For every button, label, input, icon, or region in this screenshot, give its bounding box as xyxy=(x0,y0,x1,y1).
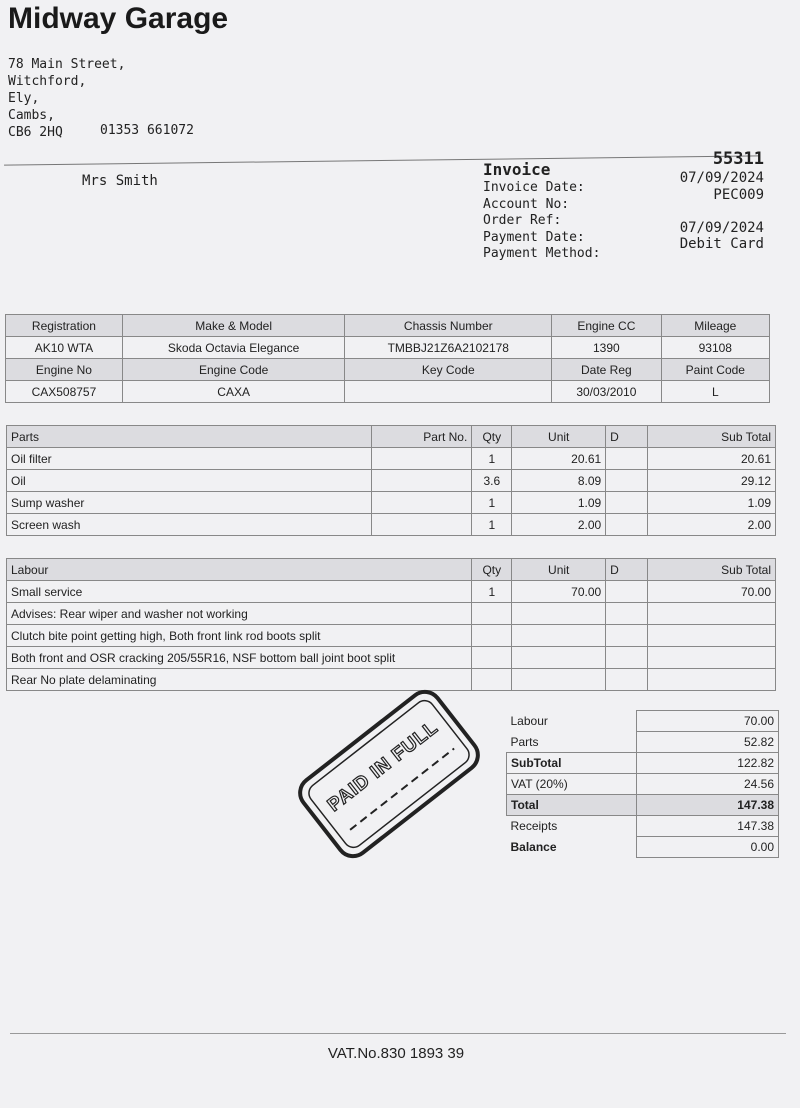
part-description: Oil filter xyxy=(7,448,372,470)
parts-header-row xyxy=(7,426,776,448)
address-line: Ely, xyxy=(8,91,40,106)
invoice-number: 55311 xyxy=(712,149,764,169)
stamp-text: PAID IN FULL xyxy=(323,716,443,817)
labour-qty xyxy=(472,603,512,625)
engine-cc-value: 1390 xyxy=(552,337,661,359)
vehicle-header: Registration xyxy=(6,315,123,337)
part-unit: 20.61 xyxy=(512,448,606,470)
labour-unit xyxy=(512,669,606,691)
labour-discount xyxy=(606,581,648,603)
vehicle-header: Chassis Number xyxy=(345,315,552,337)
part-number xyxy=(372,448,472,470)
address-line: Cambs, xyxy=(8,108,55,123)
labour-header: Qty xyxy=(472,559,512,581)
balance-value: 0.00 xyxy=(636,837,778,858)
vehicle-value-row xyxy=(6,337,770,359)
balance-label: Balance xyxy=(507,837,637,858)
part-description: Screen wash xyxy=(7,514,372,536)
paid-in-full-stamp xyxy=(287,678,491,870)
totals-row xyxy=(507,816,779,837)
part-qty: 1 xyxy=(472,492,512,514)
engine-code-value: CAXA xyxy=(122,381,345,403)
payment-method: Debit Card xyxy=(679,236,764,252)
totals-row xyxy=(507,774,779,795)
labour-qty xyxy=(472,625,512,647)
parts-total-value: 52.82 xyxy=(636,732,778,753)
address-line: 78 Main Street, xyxy=(8,57,126,72)
labour-discount xyxy=(606,647,648,669)
table-row xyxy=(7,603,776,625)
vehicle-header: Engine Code xyxy=(122,359,345,381)
parts-header: Part No. xyxy=(372,426,472,448)
date-reg-value: 30/03/2010 xyxy=(552,381,661,403)
labour-header: D xyxy=(606,559,648,581)
part-subtotal: 29.12 xyxy=(648,470,776,492)
vehicle-header: Engine CC xyxy=(552,315,661,337)
labour-header: Sub Total xyxy=(648,559,776,581)
labour-discount xyxy=(606,669,648,691)
part-unit: 8.09 xyxy=(512,470,606,492)
header-divider xyxy=(4,155,760,165)
labour-description: Both front and OSR cracking 205/55R16, NSF bottom ball joint boot split xyxy=(7,647,472,669)
payment-date: 07/09/2024 xyxy=(679,219,764,236)
labour-qty xyxy=(472,669,512,691)
labour-total-value: 70.00 xyxy=(636,711,778,732)
labour-subtotal xyxy=(648,625,776,647)
parts-header: Unit xyxy=(512,426,606,448)
table-row xyxy=(7,470,776,492)
part-subtotal: 1.09 xyxy=(648,492,776,514)
table-row xyxy=(7,492,776,514)
payment-date-label: Payment Date: xyxy=(483,229,585,245)
labour-discount xyxy=(606,625,648,647)
receipts-value: 147.38 xyxy=(636,816,778,837)
vehicle-header: Paint Code xyxy=(661,359,769,381)
labour-discount xyxy=(606,603,648,625)
labour-description: Advises: Rear wiper and washer not working xyxy=(7,603,472,625)
labour-qty xyxy=(472,647,512,669)
address-line: CB6 2HQ xyxy=(8,125,63,140)
total-value: 147.38 xyxy=(636,795,778,816)
labour-description: Small service xyxy=(7,581,472,603)
key-code-value xyxy=(345,381,552,403)
labour-unit xyxy=(512,603,606,625)
part-description: Oil xyxy=(7,470,372,492)
labour-subtotal xyxy=(648,603,776,625)
part-discount xyxy=(606,514,648,536)
totals-row xyxy=(507,711,779,732)
labour-subtotal xyxy=(648,669,776,691)
parts-table xyxy=(6,425,776,536)
vehicle-header-row xyxy=(6,315,770,337)
receipts-label: Receipts xyxy=(507,816,637,837)
labour-description: Clutch bite point getting high, Both front link rod boots split xyxy=(7,625,472,647)
table-row xyxy=(7,625,776,647)
order-ref xyxy=(680,203,764,220)
table-row xyxy=(7,647,776,669)
part-qty: 1 xyxy=(472,448,512,470)
part-subtotal: 20.61 xyxy=(648,448,776,470)
labour-header: Labour xyxy=(7,559,472,581)
part-unit: 2.00 xyxy=(512,514,606,536)
total-label: Total xyxy=(507,795,637,816)
vehicle-header: Key Code xyxy=(345,359,552,381)
invoice-date-label: Invoice Date: xyxy=(483,180,585,195)
part-qty: 1 xyxy=(472,514,512,536)
vehicle-header: Date Reg xyxy=(552,359,661,381)
part-description: Sump washer xyxy=(7,492,372,514)
labour-total-label: Labour xyxy=(507,711,637,732)
totals-row xyxy=(507,732,779,753)
vehicle-header: Make & Model xyxy=(122,315,345,337)
part-number xyxy=(372,492,472,514)
parts-header: D xyxy=(606,426,648,448)
parts-header: Qty xyxy=(472,426,512,448)
part-number xyxy=(372,514,472,536)
footer-divider xyxy=(10,1033,786,1034)
subtotal-label: SubTotal xyxy=(507,753,637,774)
order-ref-label: Order Ref: xyxy=(483,213,562,228)
totals-row xyxy=(507,795,779,816)
vehicle-header-row xyxy=(6,359,770,381)
company-phone: 01353 661072 xyxy=(100,123,194,138)
mileage-value: 93108 xyxy=(661,337,769,359)
totals-row xyxy=(507,753,779,774)
part-subtotal: 2.00 xyxy=(648,514,776,536)
vat-value: 24.56 xyxy=(636,774,778,795)
vehicle-value-row xyxy=(6,381,770,403)
vehicle-header: Mileage xyxy=(661,315,769,337)
chassis-number-value: TMBBJ21Z6A2102178 xyxy=(345,337,552,359)
invoice-title: Invoice xyxy=(483,160,551,179)
engine-no-value: CAX508757 xyxy=(6,381,123,403)
labour-unit: 70.00 xyxy=(512,581,606,603)
labour-qty: 1 xyxy=(472,581,512,603)
labour-header: Unit xyxy=(512,559,606,581)
labour-subtotal xyxy=(648,647,776,669)
labour-header-row xyxy=(7,559,776,581)
part-number xyxy=(372,470,472,492)
labour-unit xyxy=(512,625,606,647)
vehicle-header: Engine No xyxy=(6,359,123,381)
payment-method-label: Payment Method: xyxy=(483,246,601,261)
part-discount xyxy=(606,470,648,492)
account-no-label: Account No: xyxy=(483,196,570,212)
parts-total-label: Parts xyxy=(507,732,637,753)
table-row xyxy=(7,581,776,603)
labour-unit xyxy=(512,647,606,669)
vehicle-table xyxy=(5,314,770,403)
part-discount xyxy=(606,448,648,470)
company-name: Midway Garage xyxy=(8,2,229,35)
customer-name: Mrs Smith xyxy=(82,173,158,189)
invoice-values xyxy=(680,148,764,253)
labour-description: Rear No plate delaminating xyxy=(7,669,472,691)
parts-header: Parts xyxy=(7,426,372,448)
invoice-labels xyxy=(483,160,600,263)
labour-table xyxy=(6,558,776,691)
vat-label: VAT (20%) xyxy=(507,774,637,795)
parts-header: Sub Total xyxy=(648,426,776,448)
vat-number: VAT.No.830 1893 39 xyxy=(327,1045,465,1062)
table-row xyxy=(7,669,776,691)
make-model-value: Skoda Octavia Elegance xyxy=(122,337,345,359)
labour-subtotal: 70.00 xyxy=(648,581,776,603)
account-no: PEC009 xyxy=(713,186,764,203)
registration-value: AK10 WTA xyxy=(6,337,123,359)
invoice-date: 07/09/2024 xyxy=(679,170,764,186)
address-line: Witchford, xyxy=(8,74,87,89)
part-discount xyxy=(606,492,648,514)
table-row xyxy=(7,514,776,536)
part-qty: 3.6 xyxy=(472,470,512,492)
part-unit: 1.09 xyxy=(512,492,606,514)
totals-row xyxy=(507,837,779,858)
paint-code-value: L xyxy=(661,381,769,403)
totals-table xyxy=(506,710,779,858)
table-row xyxy=(7,448,776,470)
subtotal-value: 122.82 xyxy=(636,753,778,774)
